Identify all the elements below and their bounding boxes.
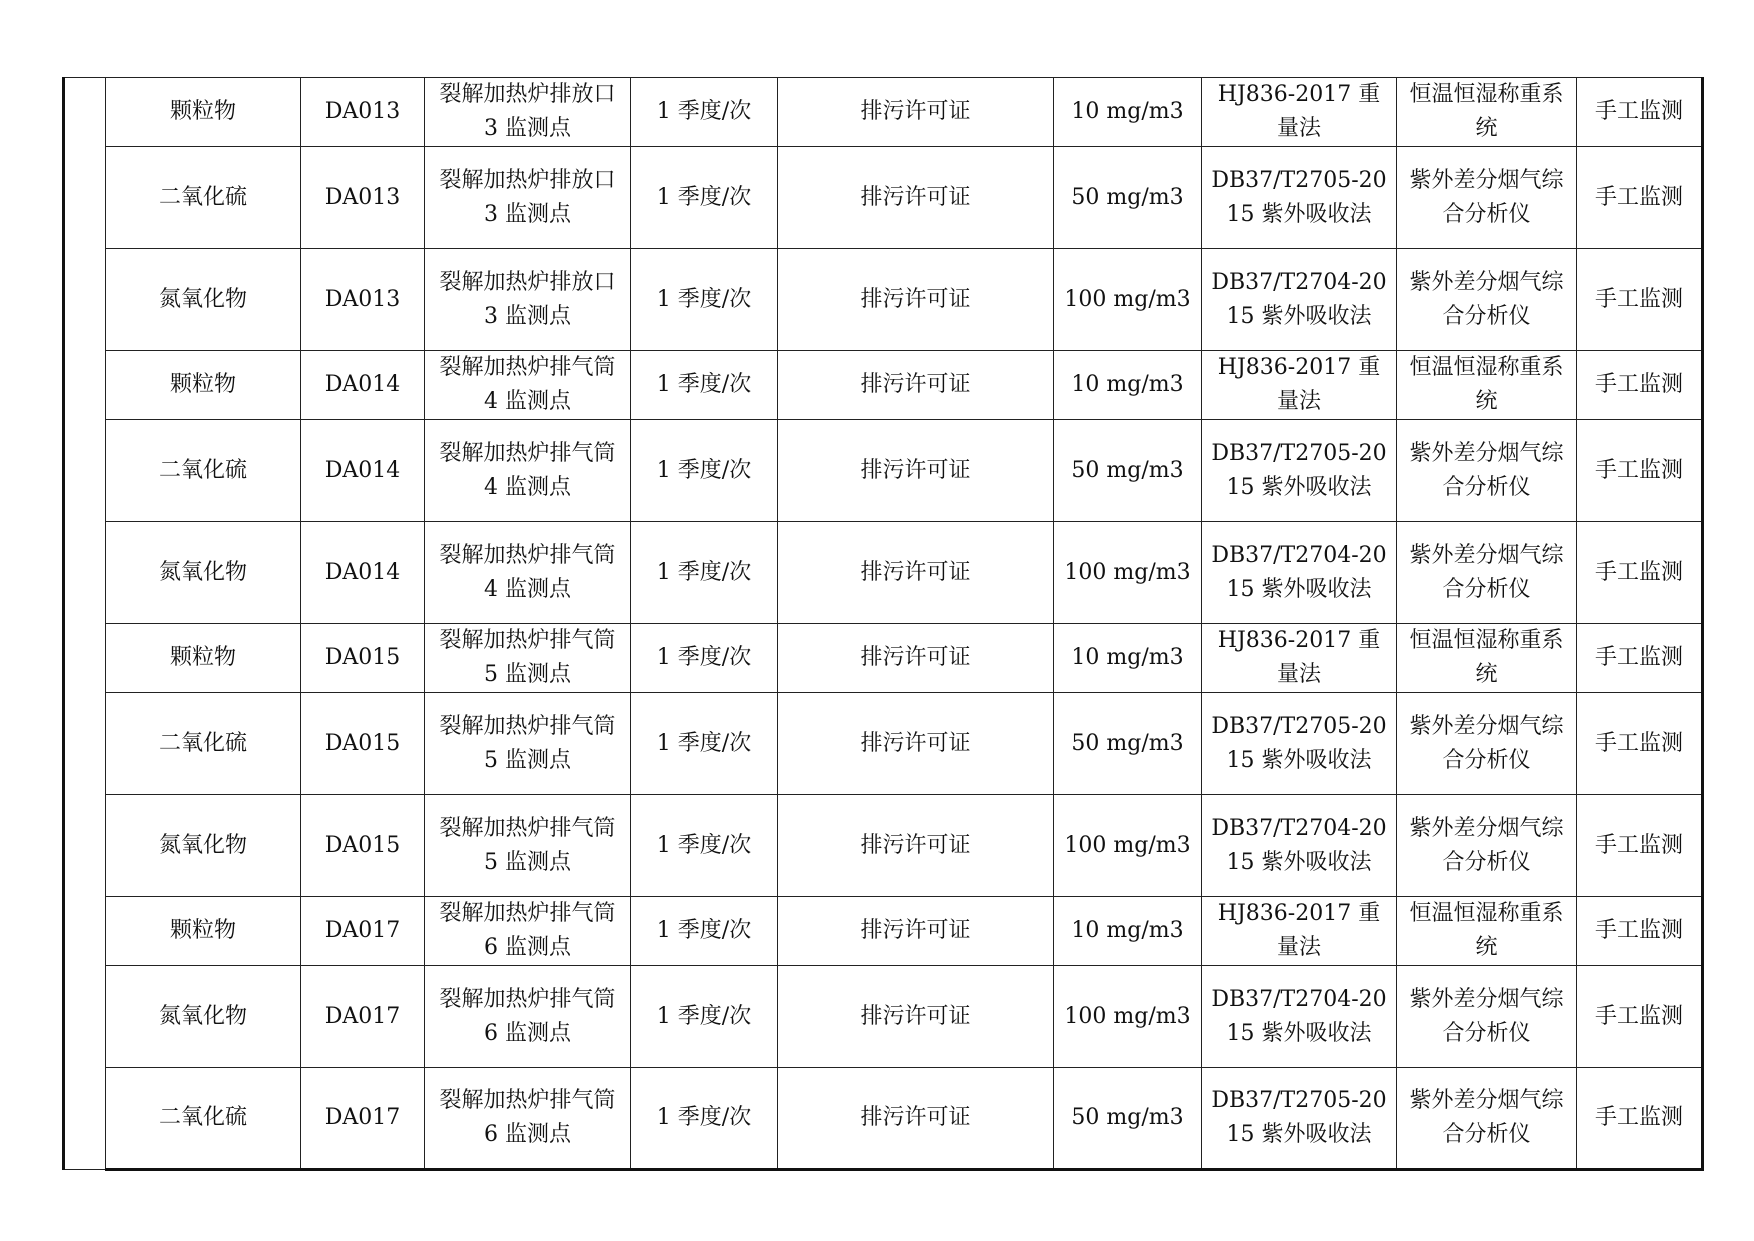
point-cell: 裂解加热炉排放口 3 监测点 <box>425 249 631 351</box>
table-row <box>64 693 1703 795</box>
frequency-cell: 1 季度/次 <box>631 624 778 693</box>
frequency-cell: 1 季度/次 <box>631 420 778 522</box>
mode-cell: 手工监测 <box>1577 966 1703 1068</box>
limit-cell: 10 mg/m3 <box>1054 624 1202 693</box>
instrument-cell: 紫外差分烟气综合分析仪 <box>1397 147 1577 249</box>
instrument-cell: 紫外差分烟气综合分析仪 <box>1397 522 1577 624</box>
outlet-cell: DA014 <box>301 420 425 522</box>
basis-cell: 排污许可证 <box>778 78 1054 147</box>
outlet-cell: DA017 <box>301 897 425 966</box>
limit-cell: 100 mg/m3 <box>1054 522 1202 624</box>
mode-cell: 手工监测 <box>1577 693 1703 795</box>
point-cell: 裂解加热炉排气筒 4 监测点 <box>425 420 631 522</box>
limit-cell: 10 mg/m3 <box>1054 351 1202 420</box>
outlet-cell: DA017 <box>301 1068 425 1170</box>
method-cell: DB37/T2704-2015 紫外吸收法 <box>1202 795 1397 897</box>
pollutant-cell: 氮氧化物 <box>106 249 301 351</box>
method-cell: DB37/T2704-2015 紫外吸收法 <box>1202 966 1397 1068</box>
instrument-cell: 紫外差分烟气综合分析仪 <box>1397 693 1577 795</box>
pollutant-cell: 氮氧化物 <box>106 795 301 897</box>
outlet-cell: DA017 <box>301 966 425 1068</box>
table-row <box>64 78 1703 147</box>
frequency-cell: 1 季度/次 <box>631 147 778 249</box>
frequency-cell: 1 季度/次 <box>631 522 778 624</box>
mode-cell: 手工监测 <box>1577 420 1703 522</box>
monitoring-table <box>62 77 1704 1171</box>
point-cell: 裂解加热炉排气筒 4 监测点 <box>425 351 631 420</box>
basis-cell: 排污许可证 <box>778 147 1054 249</box>
mode-cell: 手工监测 <box>1577 147 1703 249</box>
pollutant-cell: 氮氧化物 <box>106 966 301 1068</box>
point-cell: 裂解加热炉排气筒 6 监测点 <box>425 897 631 966</box>
outlet-cell: DA015 <box>301 795 425 897</box>
basis-cell: 排污许可证 <box>778 897 1054 966</box>
method-cell: DB37/T2705-2015 紫外吸收法 <box>1202 147 1397 249</box>
instrument-cell: 紫外差分烟气综合分析仪 <box>1397 249 1577 351</box>
frequency-cell: 1 季度/次 <box>631 351 778 420</box>
table-row <box>64 351 1703 420</box>
pollutant-cell: 颗粒物 <box>106 78 301 147</box>
instrument-cell: 紫外差分烟气综合分析仪 <box>1397 795 1577 897</box>
method-cell: HJ836-2017 重量法 <box>1202 78 1397 147</box>
frequency-cell: 1 季度/次 <box>631 897 778 966</box>
table-row <box>64 249 1703 351</box>
basis-cell: 排污许可证 <box>778 624 1054 693</box>
point-cell: 裂解加热炉排放口 3 监测点 <box>425 147 631 249</box>
pollutant-cell: 二氧化硫 <box>106 693 301 795</box>
basis-cell: 排污许可证 <box>778 522 1054 624</box>
pollutant-cell: 颗粒物 <box>106 897 301 966</box>
method-cell: HJ836-2017 重量法 <box>1202 897 1397 966</box>
outlet-cell: DA013 <box>301 78 425 147</box>
merged-category-cell <box>64 78 106 1170</box>
limit-cell: 10 mg/m3 <box>1054 78 1202 147</box>
limit-cell: 100 mg/m3 <box>1054 249 1202 351</box>
frequency-cell: 1 季度/次 <box>631 795 778 897</box>
outlet-cell: DA013 <box>301 147 425 249</box>
method-cell: HJ836-2017 重量法 <box>1202 624 1397 693</box>
instrument-cell: 恒温恒湿称重系统 <box>1397 351 1577 420</box>
point-cell: 裂解加热炉排气筒 5 监测点 <box>425 624 631 693</box>
basis-cell: 排污许可证 <box>778 420 1054 522</box>
pollutant-cell: 二氧化硫 <box>106 147 301 249</box>
mode-cell: 手工监测 <box>1577 897 1703 966</box>
instrument-cell: 恒温恒湿称重系统 <box>1397 897 1577 966</box>
limit-cell: 100 mg/m3 <box>1054 795 1202 897</box>
mode-cell: 手工监测 <box>1577 249 1703 351</box>
basis-cell: 排污许可证 <box>778 351 1054 420</box>
mode-cell: 手工监测 <box>1577 351 1703 420</box>
instrument-cell: 恒温恒湿称重系统 <box>1397 78 1577 147</box>
method-cell: HJ836-2017 重量法 <box>1202 351 1397 420</box>
method-cell: DB37/T2704-2015 紫外吸收法 <box>1202 249 1397 351</box>
point-cell: 裂解加热炉排气筒 5 监测点 <box>425 693 631 795</box>
frequency-cell: 1 季度/次 <box>631 693 778 795</box>
mode-cell: 手工监测 <box>1577 624 1703 693</box>
basis-cell: 排污许可证 <box>778 795 1054 897</box>
frequency-cell: 1 季度/次 <box>631 966 778 1068</box>
method-cell: DB37/T2705-2015 紫外吸收法 <box>1202 1068 1397 1170</box>
pollutant-cell: 颗粒物 <box>106 624 301 693</box>
basis-cell: 排污许可证 <box>778 693 1054 795</box>
point-cell: 裂解加热炉排气筒 6 监测点 <box>425 1068 631 1170</box>
pollutant-cell: 颗粒物 <box>106 351 301 420</box>
instrument-cell: 紫外差分烟气综合分析仪 <box>1397 966 1577 1068</box>
table-row <box>64 795 1703 897</box>
method-cell: DB37/T2705-2015 紫外吸收法 <box>1202 693 1397 795</box>
basis-cell: 排污许可证 <box>778 966 1054 1068</box>
method-cell: DB37/T2705-2015 紫外吸收法 <box>1202 420 1397 522</box>
table-row <box>64 624 1703 693</box>
limit-cell: 50 mg/m3 <box>1054 147 1202 249</box>
outlet-cell: DA015 <box>301 624 425 693</box>
point-cell: 裂解加热炉排气筒 6 监测点 <box>425 966 631 1068</box>
table-row <box>64 420 1703 522</box>
basis-cell: 排污许可证 <box>778 1068 1054 1170</box>
limit-cell: 50 mg/m3 <box>1054 693 1202 795</box>
table-row <box>64 1068 1703 1170</box>
pollutant-cell: 二氧化硫 <box>106 1068 301 1170</box>
outlet-cell: DA013 <box>301 249 425 351</box>
frequency-cell: 1 季度/次 <box>631 249 778 351</box>
limit-cell: 100 mg/m3 <box>1054 966 1202 1068</box>
point-cell: 裂解加热炉排气筒 5 监测点 <box>425 795 631 897</box>
table-row <box>64 897 1703 966</box>
instrument-cell: 恒温恒湿称重系统 <box>1397 624 1577 693</box>
pollutant-cell: 二氧化硫 <box>106 420 301 522</box>
point-cell: 裂解加热炉排气筒 4 监测点 <box>425 522 631 624</box>
outlet-cell: DA014 <box>301 351 425 420</box>
basis-cell: 排污许可证 <box>778 249 1054 351</box>
outlet-cell: DA015 <box>301 693 425 795</box>
frequency-cell: 1 季度/次 <box>631 78 778 147</box>
frequency-cell: 1 季度/次 <box>631 1068 778 1170</box>
point-cell: 裂解加热炉排放口 3 监测点 <box>425 78 631 147</box>
instrument-cell: 紫外差分烟气综合分析仪 <box>1397 420 1577 522</box>
mode-cell: 手工监测 <box>1577 522 1703 624</box>
limit-cell: 50 mg/m3 <box>1054 1068 1202 1170</box>
table-row <box>64 147 1703 249</box>
mode-cell: 手工监测 <box>1577 78 1703 147</box>
table-row <box>64 966 1703 1068</box>
mode-cell: 手工监测 <box>1577 1068 1703 1170</box>
outlet-cell: DA014 <box>301 522 425 624</box>
mode-cell: 手工监测 <box>1577 795 1703 897</box>
limit-cell: 10 mg/m3 <box>1054 897 1202 966</box>
pollutant-cell: 氮氧化物 <box>106 522 301 624</box>
instrument-cell: 紫外差分烟气综合分析仪 <box>1397 1068 1577 1170</box>
table-row <box>64 522 1703 624</box>
monitoring-table-page <box>62 77 1701 1171</box>
limit-cell: 50 mg/m3 <box>1054 420 1202 522</box>
method-cell: DB37/T2704-2015 紫外吸收法 <box>1202 522 1397 624</box>
